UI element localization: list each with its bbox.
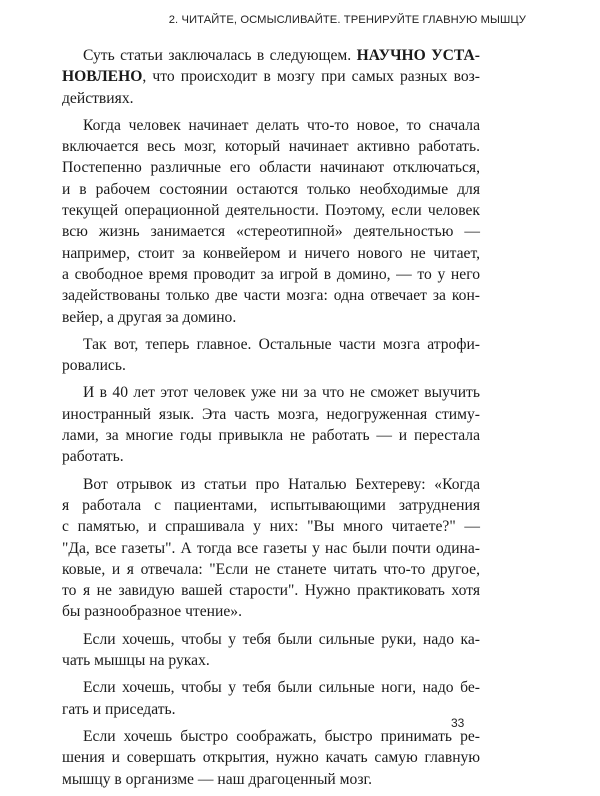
text-line: я работала с пациентами, испытывающими затруднения — [62, 496, 480, 514]
paragraph-6 — [62, 629, 480, 672]
text-line: задействованы только две части мозга: одна отвечает за кон- — [62, 287, 480, 305]
text-line: шения и совершать открытия, нужно качать самую главную — [62, 749, 480, 767]
text-line: работать. — [62, 448, 124, 466]
paragraph-5 — [62, 474, 480, 623]
text-line: с памятью, и спрашивала у них: "Вы много читаете?" — — [62, 518, 480, 536]
text-line: гать и приседать. — [62, 700, 176, 718]
body-text — [62, 45, 480, 796]
text-line: действиях. — [62, 89, 134, 107]
text-line: И в 40 лет этот человек уже ни за что не сможет выучить — [83, 384, 480, 402]
text-line: например, стоит за конвейером и ничего нового не читает, — [62, 244, 480, 262]
text-line: мышцу в организме — наш драгоценный мозг. — [62, 770, 373, 788]
paragraph-7 — [62, 677, 480, 720]
text-line: ровались. — [62, 357, 126, 375]
text-line: Постепенно различные его области начинают отключаться, — [62, 159, 480, 177]
text-line — [62, 45, 480, 66]
text-line: вейер, а другая за домино. — [62, 308, 237, 326]
text-line: Так вот, теперь главное. Остальные части мозга атрофи- — [83, 335, 480, 353]
paragraph-1 — [62, 45, 480, 109]
paragraph-4 — [62, 382, 480, 467]
text-line — [62, 66, 480, 87]
text-line: лами, за многие годы привыкла не работать — и перестала — [62, 427, 480, 445]
text-line: то я не завидую вашей старости". Нужно практиковать хотя — [62, 582, 480, 600]
text-line: Если хочешь, чтобы у тебя были сильные руки, надо ка- — [83, 630, 480, 648]
text-run: Суть статьи заключалась в следующем. — [83, 47, 357, 64]
text-line: бы разнообразное чтение». — [62, 603, 242, 621]
text-line: а свободное время проводит за игрой в домино, — то у него — [62, 265, 480, 283]
text-line: Если хочешь, чтобы у тебя были сильные ноги, надо бе- — [83, 679, 480, 697]
text-line: ковые, и я отвечала: "Если не станете читать что-то другое, — [62, 560, 480, 578]
emphasis-text: НОВЛЕНО — [62, 68, 143, 86]
text-line: и в рабочем состоянии остаются только необходимые для — [62, 180, 480, 198]
emphasis-text: НАУЧНО УСТА- — [356, 47, 480, 64]
text-line: "Да, все газеты". А тогда все газеты у нас были почти одина- — [62, 539, 480, 557]
paragraph-8 — [62, 726, 480, 790]
paragraph-2 — [62, 115, 480, 328]
running-head: 2. ЧИТАЙТЕ, ОСМЫСЛИВАЙТЕ. ТРЕНИРУЙТЕ ГЛАВНУЮ МЫШЦУ — [168, 14, 526, 26]
text-line: Вот отрывок из статьи про Наталью Бехтереву: «Когда — [83, 475, 480, 493]
page-number: 33 — [451, 716, 465, 730]
text-line: иностранный язык. Эта часть мозга, недогруженная стиму- — [62, 405, 480, 423]
text-line: чать мышцы на руках. — [62, 652, 210, 670]
paragraph-3 — [62, 334, 480, 377]
text-line: текущей операционной деятельности. Поэтому, если человек — [62, 202, 480, 220]
text-line: всю жизнь занимается «стереотипной» деятельностью — — [62, 223, 480, 241]
text-line: Если хочешь быстро соображать, быстро принимать ре- — [83, 727, 480, 745]
text-line: Когда человек начинает делать что-то новое, то сначала — [83, 116, 480, 134]
text-run: , что происходит в мозгу при самых разных воз- — [142, 68, 480, 86]
text-line: включается весь мозг, который начинает активно работать. — [62, 138, 480, 156]
